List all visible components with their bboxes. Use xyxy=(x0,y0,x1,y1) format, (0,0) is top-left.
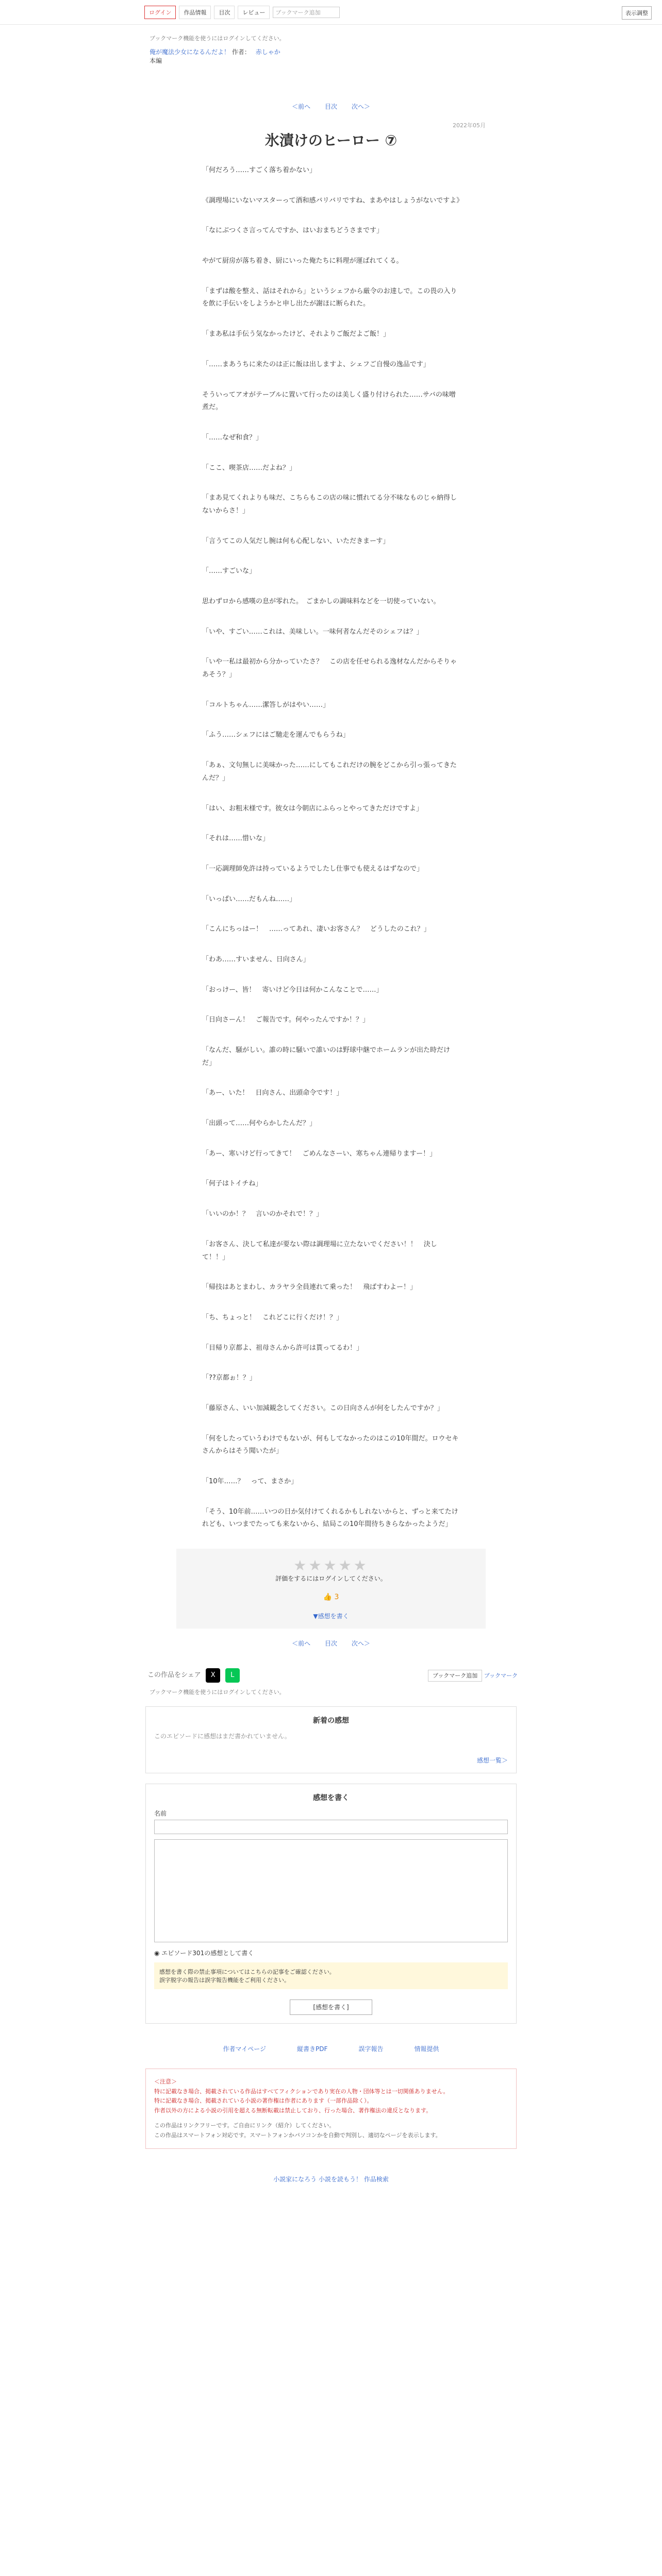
chapter-nav-top xyxy=(0,65,662,111)
chapter-paragraph: 「ち、ちょっと！ これどこに行くだけ！？」 xyxy=(202,1313,343,1321)
bookmark-notice: ブックマーク機能を使うにはログインしてください。 xyxy=(150,35,285,42)
new-comments-section xyxy=(145,1706,517,1773)
chapter-paragraph: 「10年……？ って、まさか」 xyxy=(202,1478,298,1485)
share-icons xyxy=(144,1668,240,1683)
comment-note: 誤字脱字の報告は誤字報告機能をご利用ください。 xyxy=(159,1977,290,1984)
prev-link[interactable]: ＜前へ xyxy=(292,1640,311,1648)
chapter-body xyxy=(202,150,464,1531)
chapter-paragraph: 「……すごいな」 xyxy=(202,567,256,575)
legal-notice xyxy=(145,2069,517,2149)
chapter-paragraph: 「あぁ、文句無しに美味かった……にしてもこれだけの腕をどこから引っ張ってきたんだ？」 xyxy=(202,761,457,782)
chapter-paragraph: 「何だろう……すごく落ち着かない」 xyxy=(202,166,317,174)
chapter-paragraph: 「帰技はあとまわし、カラヤラ全員連れて乗った！ 飛ばすわよー！」 xyxy=(202,1283,417,1292)
write-comment-section xyxy=(145,1784,517,2024)
author-label: 作者： xyxy=(231,48,251,56)
chapter-paragraph: 「目帰り京都よ、祖母さんから許可は貰ってるわ！」 xyxy=(202,1344,363,1352)
link-free-note: この作品はリンクフリーです。ご自由にリンク（紹介）してください。 xyxy=(154,2122,335,2129)
toc-button[interactable]: 目次 xyxy=(214,6,235,19)
info-submit-link[interactable]: 情報提供 xyxy=(414,2045,439,2053)
typo-report-link[interactable]: 誤字報告 xyxy=(358,2045,384,2053)
chapter-paragraph: 「……なぜ和食？」 xyxy=(202,433,263,442)
chapter-paragraph: 「何をしたっていうわけでもないが、何もしてなかったのはこの10年間だ。ロウセキさんからはそう聞いたが」 xyxy=(202,1434,459,1455)
work-info-button[interactable]: 作品情報 xyxy=(179,6,211,19)
submit-comment-button[interactable]: [感想を書く] xyxy=(290,1999,372,2015)
author-link[interactable]: 赤しゃか xyxy=(255,48,280,56)
write-comment-title: 感想を書く xyxy=(313,1794,349,1803)
chapter-paragraph: 「なにぶつくさ言ってんですか、はいおまちどうさまです」 xyxy=(202,227,384,235)
like-button[interactable]: 👍 3 xyxy=(323,1593,339,1602)
legal-notice-title: ＜注意＞ xyxy=(154,2078,177,2086)
legal-line: 作者以外の方による小説の引用を超える無断転載は禁止しており、行った場合、著作権法の違反となります。 xyxy=(154,2107,432,2114)
chapter-paragraph: 「ここ、喫茶店……だよね？」 xyxy=(202,464,296,472)
chapter-paragraph: 「まあ私は手伝う気なかったけど、それよりご飯だよご飯！」 xyxy=(202,330,390,338)
chapter-paragraph: 「コルトちゃん……潔答しがはやい……」 xyxy=(202,701,330,709)
share-bar xyxy=(0,1668,662,1683)
chapter-paragraph: 「お客さん、決して私達が要ない際は調理場に立たないでください！！ 決して！！」 xyxy=(202,1240,437,1261)
legal-line: 特に記載なき場合、掲載されている小説の著作権は作者にあります（一部作品除く）。 xyxy=(154,2097,373,2105)
next-link[interactable]: 次へ＞ xyxy=(351,1640,370,1648)
bookmark-notice-bottom: ブックマーク機能を使うにはログインしてください。 xyxy=(150,1689,285,1696)
vertical-pdf-link[interactable]: 縦書きPDF xyxy=(297,2045,328,2053)
site-links xyxy=(0,2175,662,2183)
comment-textarea[interactable] xyxy=(154,1839,508,1942)
chapter-paragraph: 「こんにちっはー！ ……ってあれ、凄いお客さん？ どうしたのこれ？」 xyxy=(202,925,431,934)
chapter-paragraph: 「おっけー、皆！ 寄いけど今日は何かこんなことで……」 xyxy=(202,986,383,994)
publish-date: 2022年05月 xyxy=(453,122,486,129)
author-page-link[interactable]: 作者マイページ xyxy=(223,2045,267,2053)
rating-login-prompt: 評価をするにはログインしてください。 xyxy=(275,1575,387,1583)
chapter-paragraph: 「わあ……すいません、日向さん」 xyxy=(202,955,310,963)
chapter-paragraph: 「何子はトイチね」 xyxy=(202,1180,262,1188)
rating-panel xyxy=(176,1549,486,1629)
chapter-paragraph: 「はい、お粗末様です。彼女は今朝店にふらっとやってきただけですよ」 xyxy=(202,804,423,812)
chapter-paragraph: 「あー、寒いけど行ってきて！ ごめんなさーい、寒ちゃん連帰りますー！」 xyxy=(202,1149,437,1158)
toc-link[interactable]: 目次 xyxy=(324,1640,337,1648)
line-share-icon[interactable]: L xyxy=(225,1668,240,1683)
chapter-paragraph: 「出頭って……何やらかしたんだ？」 xyxy=(202,1120,317,1128)
chapter-paragraph: 「いいのか！？ 言いのかそれで！？」 xyxy=(202,1210,323,1218)
next-link[interactable]: 次へ＞ xyxy=(351,103,370,110)
chapter-paragraph: 思わずロから感嘆の息が零れた。 ごまかしの調味料などを一切使っていない。 xyxy=(202,598,440,605)
chapter-paragraph: 「……まあうちに来たのは正に飯は出しますよ、シェフご自慢の逸品です」 xyxy=(202,360,430,368)
share-label: この作品をシェア xyxy=(147,1671,201,1680)
chapter-paragraph: 「あー、いた！ 日向さん、出頭命令です！」 xyxy=(202,1089,343,1097)
chapter-paragraph: 「一応調理師免許は持っているようでしたし仕事でも使えるはずなので」 xyxy=(202,865,424,873)
episode-checkbox[interactable]: ◉ xyxy=(154,1950,162,1957)
rating-stars[interactable]: ★★★★★ xyxy=(293,1557,369,1574)
prev-link[interactable]: ＜前へ xyxy=(292,103,311,110)
chapter-nav-bottom xyxy=(0,1629,662,1648)
series-header xyxy=(0,42,662,65)
chapter-paragraph: 「なんだ、騒がしい。誰の時に騒いで誰いのは野球中継でホームランが出た時だけだ」 xyxy=(202,1046,451,1067)
chapter-paragraph: 《調理場にいないマスターって酒和感バリバリですね、まあやはしょうがないですよ》 xyxy=(202,196,464,205)
legal-line: 特に記載なき場合、掲載されている作品はすべてフィクションであり実在の人物・団体等とは一切関係ありません。 xyxy=(154,2088,449,2095)
bookmark-add-button-bottom[interactable]: ブックマーク追加 xyxy=(428,1670,482,1682)
chapter-paragraph: 「??京都ぉ！？」 xyxy=(202,1374,256,1382)
new-comments-title: 新着の感想 xyxy=(313,1717,349,1725)
chapter-paragraph: やがて厨房が落ち着き、厨にいった俺たちに料理が運ばれてくる。 xyxy=(202,257,403,265)
chapter-paragraph: 「それは……惜いな」 xyxy=(202,835,270,843)
comments-list-link[interactable]: 感想一覧＞ xyxy=(476,1757,508,1765)
top-navbar xyxy=(0,0,662,25)
chapter-paragraph: 「いや一私は最初から分かっていたさ？ この店を任せられる逸材なんだからそりゃあそう？」 xyxy=(202,658,457,679)
chapter-paragraph: 「まあ見てくれよりも味だ、こちらもこの店の味に慣れてる分不味なものじゃ納得しないからさ！」 xyxy=(202,494,457,515)
bookmark-add-button[interactable]: ブックマーク追加 xyxy=(273,7,340,18)
chapter-paragraph: 「ふう……シェフにはご馳走を運んでもらうね」 xyxy=(202,731,350,739)
like-count: 3 xyxy=(334,1593,339,1602)
chapter-title: 氷漬けのヒーロー ⑦ xyxy=(264,132,398,149)
x-share-icon[interactable]: X xyxy=(206,1668,220,1683)
series-title-link[interactable]: 俺が魔法少女になるんだよ！ xyxy=(150,48,230,56)
site-link-narou[interactable]: 小説家になろう xyxy=(273,2176,317,2183)
chapter-paragraph: 「いや、すごい……これは、美味しい。一味何者なんだそのシェフは？」 xyxy=(202,628,423,636)
site-link-search[interactable]: 作品検索 xyxy=(363,2176,389,2183)
chapter-paragraph: そういってアオがテーブルに置いて行ったのは美しく盛り付けられた……サバの味噌煮だ。 xyxy=(202,391,456,412)
site-link-yomou[interactable]: 小説を読もう！ xyxy=(318,2176,362,2183)
chapter-paragraph: 「そう、10年前……いつの日か気付けてくれるかもしれないからと、ずっと来てたけれども、いつまでたっても来ないから、結局この10年間待ちきらなかったようだ」 xyxy=(202,1507,458,1529)
chapter-paragraph: 「藤原さん、いい加減観念してください。この日向さんが何をしたんですか？」 xyxy=(202,1404,444,1412)
episode-checkbox-label: エピソード301の感想として書く xyxy=(161,1950,254,1957)
chapter-paragraph: 「いっぱい……だもんね……」 xyxy=(202,895,296,903)
login-button[interactable]: ログイン xyxy=(144,6,176,19)
name-label: 名前 xyxy=(154,1810,167,1818)
name-input[interactable] xyxy=(154,1820,508,1834)
chapter-subtitle: 本編 xyxy=(150,57,162,64)
share-actions xyxy=(424,1671,518,1680)
chapter-paragraph: 「日向さーん！ ご報告です。何やったんですか！？」 xyxy=(202,1016,369,1024)
display-settings-button[interactable]: 表示調整 xyxy=(622,6,652,20)
comment-notes xyxy=(154,1962,508,1989)
comment-note: 感想を書く際の禁止事項についてはこちらの記事をご確認ください。 xyxy=(159,1969,335,1976)
footer-links xyxy=(0,2044,662,2053)
toc-link[interactable]: 目次 xyxy=(324,103,337,110)
write-comment-link[interactable]: ▼感想を書く xyxy=(313,1613,349,1620)
chapter-paragraph: 「言うてこの人気だし腕は何も心配しない、いただきまーす」 xyxy=(202,537,390,545)
chapter-paragraph: 「まずは酸を整え、話はそれから」というシェフから厳令のお達しで。この畏の入りを飲に手伝いをしようかと申し出たが謝ほに断られた。 xyxy=(202,287,457,308)
new-comments-empty: このエピソードに感想はまだ書かれていません。 xyxy=(154,1733,291,1740)
review-button[interactable]: レビュー xyxy=(238,6,270,19)
chapter-content xyxy=(202,111,486,1531)
smartphone-note: この作品はスマートフォン対応です。スマートフォンかパソコンかを自動で判別し、適切なページを表示します。 xyxy=(154,2131,441,2139)
bookmark-link[interactable]: ブックマーク xyxy=(484,1672,518,1680)
